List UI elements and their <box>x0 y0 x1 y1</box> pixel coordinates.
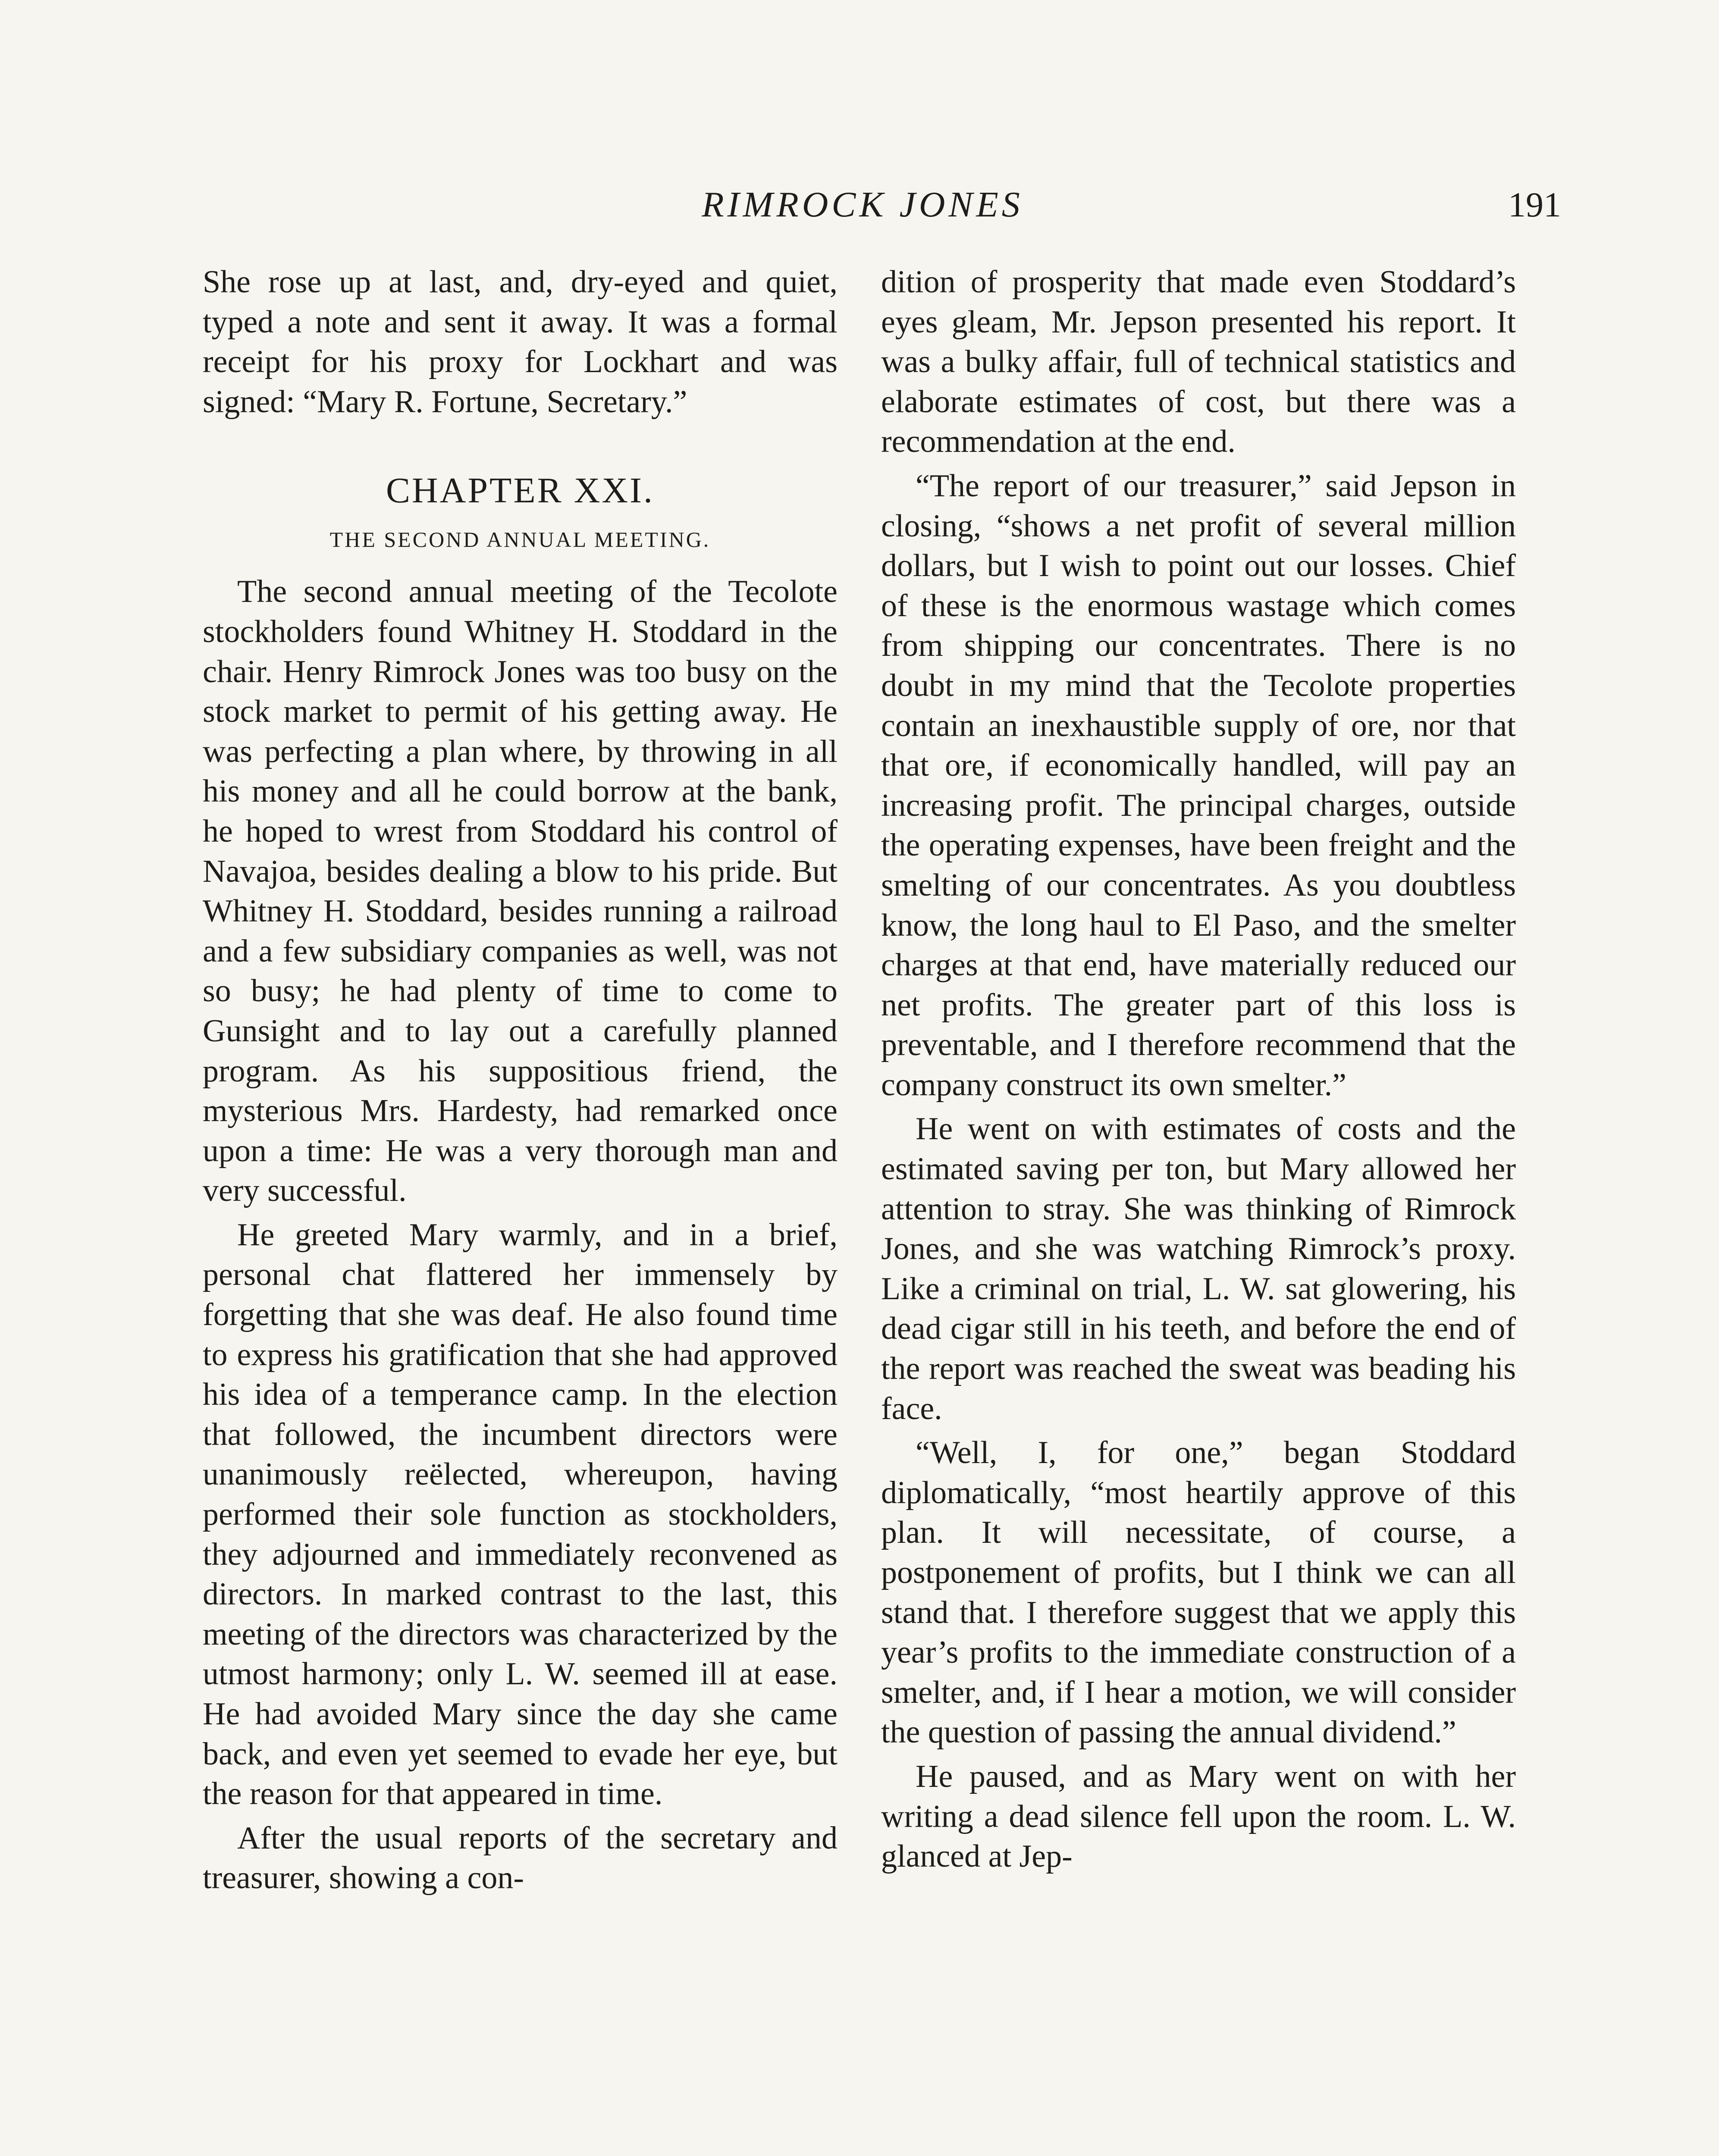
chapter-subtitle: THE SECOND ANNUAL MEETING. <box>329 527 711 552</box>
running-header <box>0 181 1719 229</box>
left-column <box>203 262 838 1898</box>
right-column <box>881 262 1516 1877</box>
paragraph: “Well, I, for one,” began Stoddard diplomatically, “most heartily approve of this plan. It will necessitate, of course, a postponement of profits, but I think we can all stand that. I therefore suggest that we apply this year’s profits to the immediate construction of a smelter, and, if I hear a motion, we will consider the question of passing the annual dividend.” <box>881 1435 1516 1750</box>
paragraph: The second annual meeting of the Tecolote stockholders found Whitney H. Stoddard in the chair. Henry Rimrock Jones was too busy on the stock market to permit of his getting away. He was perfecting a plan where, by throwing in all his money and all he could borrow at the bank, he hoped to wrest from Stoddard his control of Navajoa, besides dealing a blow to his pride. But Whitney H. Stoddard, besides running a railroad and a few subsidiary companies as well, was not so busy; he had plenty of time to come to Gunsight and to lay out a carefully planned program. As his suppositious friend, the mysterious Mrs. Hardesty, had remarked once upon a time: He was a very thorough man and very successful. <box>203 574 838 1209</box>
paragraph: He went on with estimates of costs and the estimated saving per ton, but Mary allowed her attention to stray. She was thinking of Rimrock Jones, and she was watching Rimrock’s proxy. Like a criminal on trial, L. W. sat glowering, his dead cigar still in his teeth, and before the end of the report was reached the sweat was beading his face. <box>881 1111 1516 1426</box>
paragraph: After the usual reports of the secretary and treasurer, showing a con- <box>203 1820 838 1896</box>
chapter-heading: CHAPTER XXI. <box>386 470 654 511</box>
paragraph: She rose up at last, and, dry-eyed and quiet, typed a note and sent it away. It was a formal receipt for his proxy for Lockhart and was signed: “Mary R. Fortune, Secretary.” <box>203 264 838 420</box>
paragraph: He paused, and as Mary went on with her writing a dead silence fell upon the room. L. W. glanced at Jep- <box>881 1758 1516 1874</box>
paragraph: He greeted Mary warmly, and in a brief, personal chat flattered her immensely by forgetting that she was deaf. He also found time to express his gratification that she had approved his idea of a temperance camp. In the election that followed, the incumbent directors were unanimously reëlected, whereupon, having performed their sole function as stockholders, they adjourned and immediately reconvened as directors. In marked contrast to the last, this meeting of the directors was characterized by the utmost harmony; only L. W. seemed ill at ease. He had avoided Mary since the day she came back, and even yet seemed to evade her eye, but the reason for that appeared in time. <box>203 1217 838 1812</box>
paragraph: “The report of our treasurer,” said Jepson in closing, “shows a net profit of several million dollars, but I wish to point out our losses. Chief of these is the enormous wastage which comes from shipping our concentrates. There is no doubt in my mind that the Tecolote properties contain an inexhaustible supply of ore, nor that that ore, if economically handled, will pay an increasing profit. The principal charges, outside the operating expenses, have been freight and the smelting of our concentrates. As you doubtless know, the long haul to El Paso, and the smelter charges at that end, have materially reduced our net profits. The greater part of this loss is preventable, and I therefore recommend that the company construct its own smelter.” <box>881 468 1516 1103</box>
page-number: 191 <box>1508 185 1561 224</box>
paragraph: dition of prosperity that made even Stoddard’s eyes gleam, Mr. Jepson presented his report. It was a bulky affair, full of technical statistics and elaborate estimates of cost, but there was a recommendation at the end. <box>881 264 1516 460</box>
running-title: RIMROCK JONES <box>702 185 1023 225</box>
